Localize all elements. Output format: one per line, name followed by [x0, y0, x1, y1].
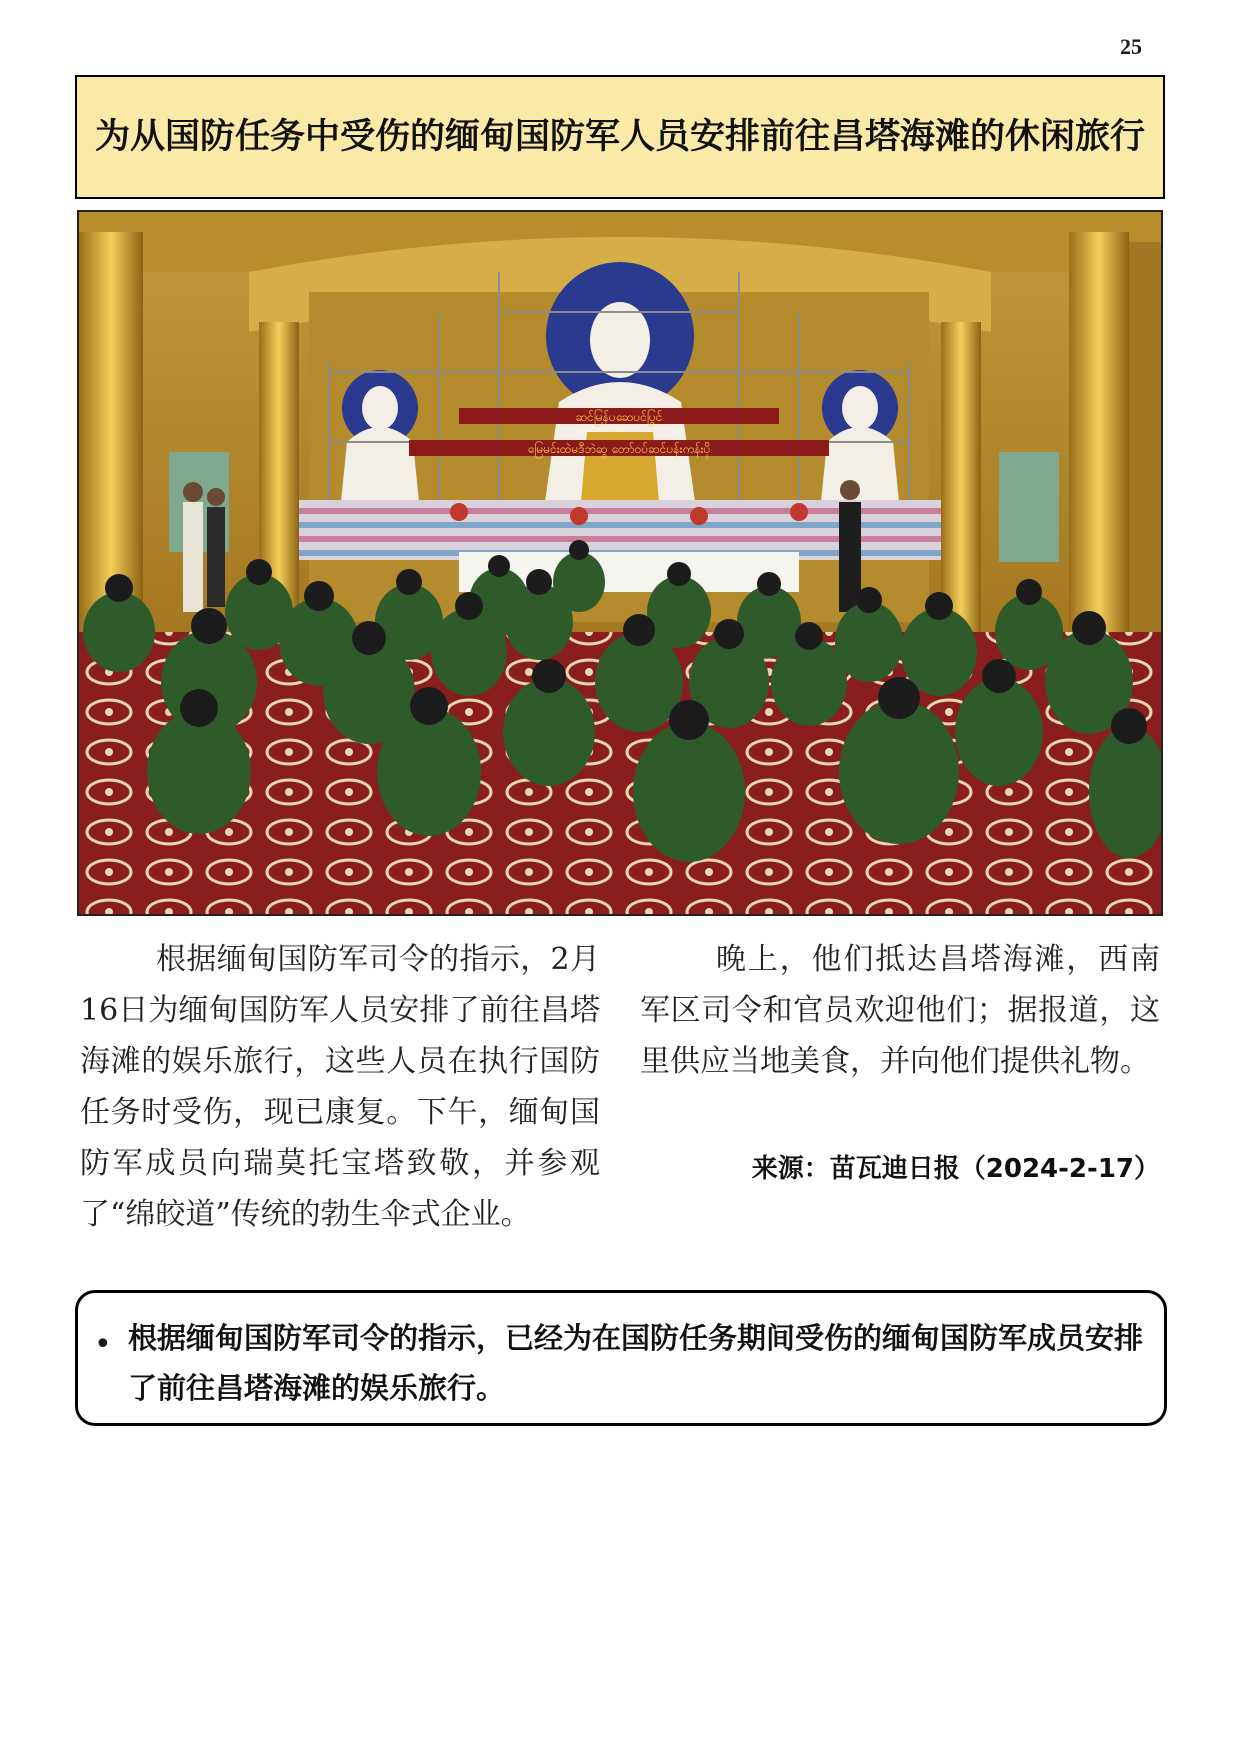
pagoda-photo — [77, 210, 1163, 916]
page-title: 为从国防任务中受伤的缅甸国防军人员安排前往昌塔海滩的休闲旅行 — [94, 117, 1145, 157]
pillar — [941, 322, 981, 642]
source-text: 苗瓦迪日报（2024-2-17） — [829, 1154, 1160, 1184]
banner-bottom-text: မြေမင်းထဲမဒီဘဲဆွ တော်၀ပ်ဆင်ပန်းကန်းပို — [527, 442, 711, 456]
body-left-column — [80, 934, 600, 1240]
source-label: 来源： — [751, 1154, 830, 1184]
banner-top-text: ဆင်မြန်ပဆေပင်ပြွင် — [575, 410, 663, 424]
title-box — [75, 75, 1165, 199]
summary-bullet: • — [94, 1327, 112, 1362]
photo-illustration — [79, 212, 1161, 914]
source-line — [700, 1148, 1160, 1185]
body-right-column — [640, 934, 1160, 1087]
summary-box — [75, 1290, 1167, 1426]
body-right-paragraph: 晚上，他们抵达昌塔海滩，西南军区司令和官员欢迎他们；据报道，这里供应当地美食，并向他们提供礼物。 — [640, 942, 1160, 1079]
summary-text: 根据缅甸国防军司令的指示，已经为在国防任务期间受伤的缅甸国防军成员安排了前往昌塔海滩的娱乐旅行。 — [128, 1321, 1144, 1405]
page-number: 25 — [1120, 34, 1142, 59]
body-left-paragraph: 根据缅甸国防军司令的指示，2月16日为缅甸国防军人员安排了前往昌塔海滩的娱乐旅行，这些人员在执行国防任务时受伤，现已康复。下午，缅甸国防军成员向瑞莫托宝塔致敬，并参观了“绵皎道”传统的勃生伞式企业。 — [80, 942, 600, 1232]
pillar — [1069, 232, 1129, 662]
